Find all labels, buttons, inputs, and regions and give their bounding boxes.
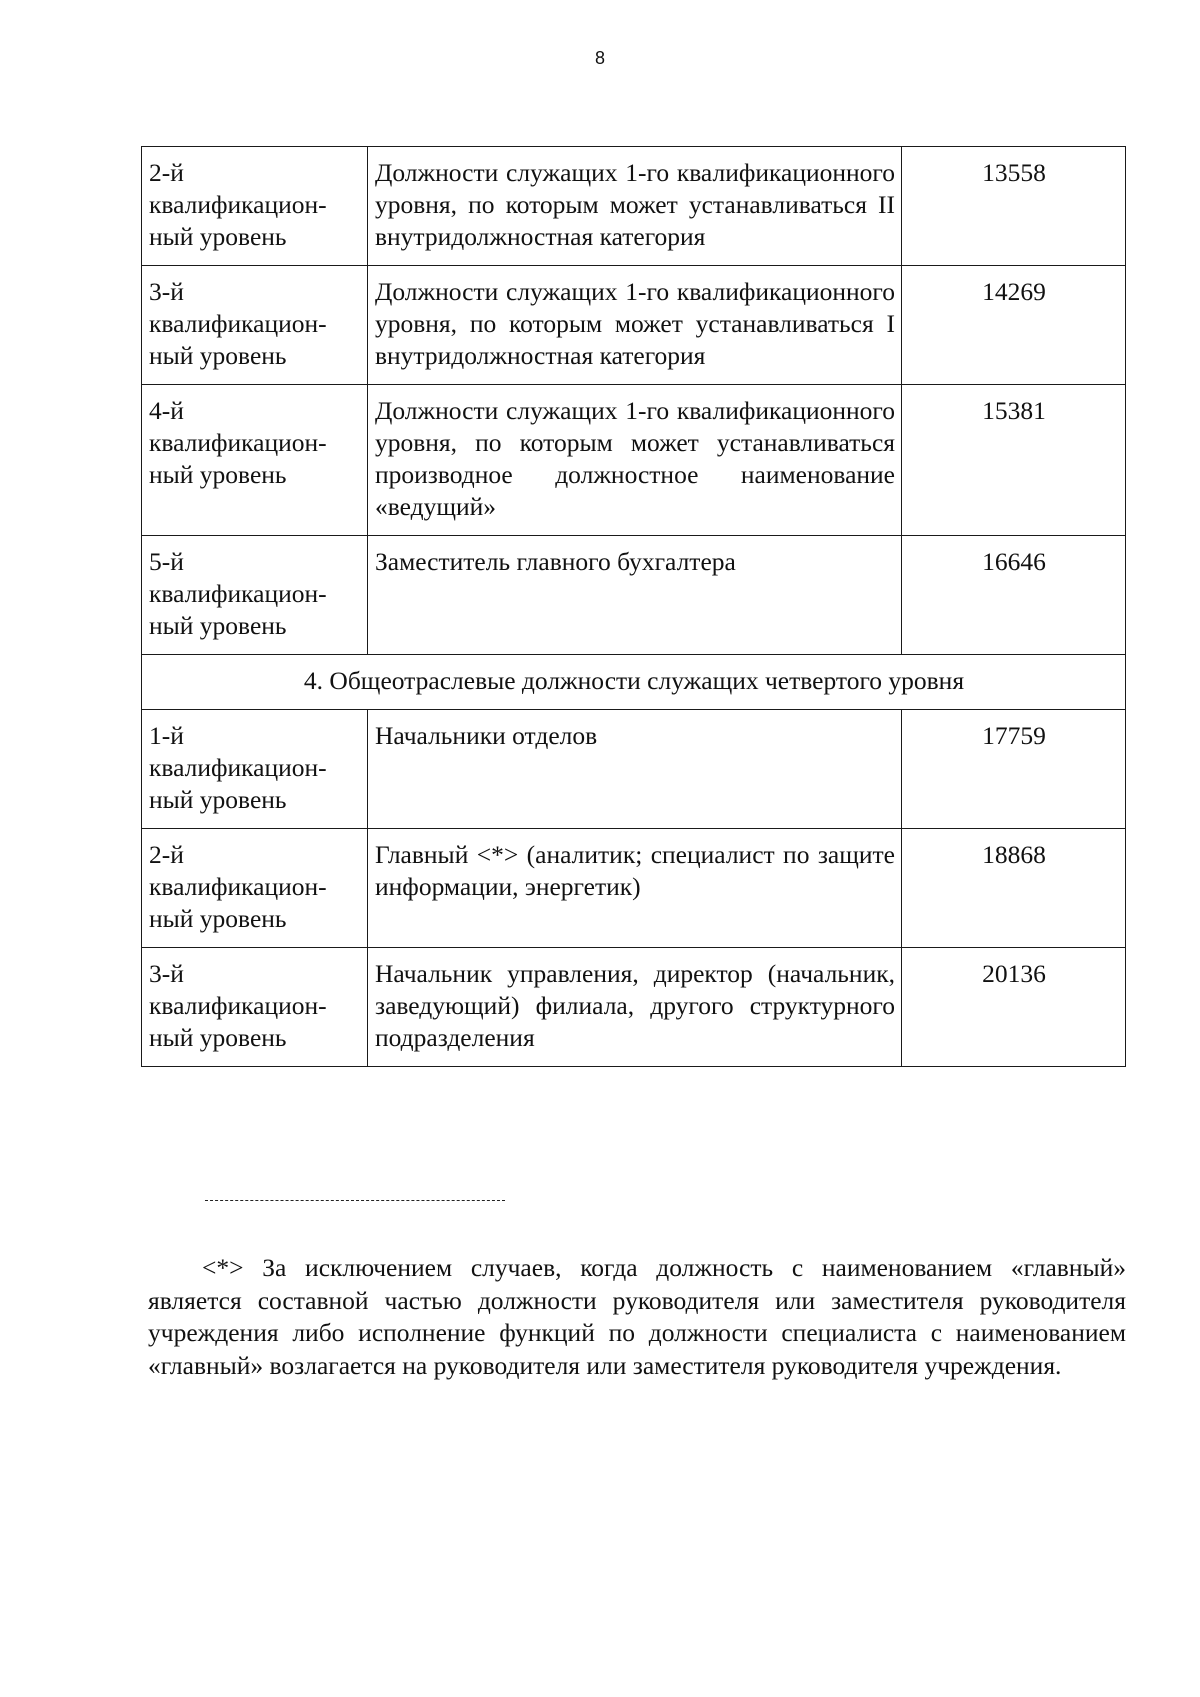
salary-amount-cell: 15381 [902,385,1126,536]
section-heading-row [142,655,1126,710]
table-row [142,266,1126,385]
salary-amount-cell: 14269 [902,266,1126,385]
footnote-text: <*> За исключением случаев, когда должность с наименованием «главный» является составной частью должности руководителя или заместителя руководителя учреждения либо исполнение функций по должности специалиста с наименованием «главный» возлагается на руководителя или заместителя руководителя учреждения. [148,1253,1126,1380]
salary-amount-cell: 17759 [902,710,1126,829]
table-row [142,948,1126,1067]
qualification-level-cell: 5-й квалификацион- ный уровень [142,536,368,655]
qualification-level-cell: 2-й квалификацион- ный уровень [142,829,368,948]
position-description-cell: Заместитель главного бухгалтера [368,536,902,655]
position-description-cell: Должности служащих 1-го квалификационного уровня, по которым может устанавливаться I внутридолжностная категория [368,266,902,385]
qualification-level-cell: 2-й квалификацион- ный уровень [142,147,368,266]
table-row [142,710,1126,829]
qualification-level-cell: 4-й квалификацион- ный уровень [142,385,368,536]
salary-amount-cell: 18868 [902,829,1126,948]
table-row [142,536,1126,655]
position-description-cell: Главный <*> (аналитик; специалист по защите информации, энергетик) [368,829,902,948]
position-description-cell: Должности служащих 1-го квалификационного уровня, по которым может устанавливаться производное должностное наименование «ведущий» [368,385,902,536]
position-description-cell: Начальник управления, директор (начальник, заведующий) филиала, другого структурного подразделения [368,948,902,1067]
salary-amount-cell: 16646 [902,536,1126,655]
salary-table [141,146,1126,1067]
position-description-cell: Должности служащих 1-го квалификационного уровня, по которым может устанавливаться II внутридолжностная категория [368,147,902,266]
table-row [142,385,1126,536]
qualification-level-cell: 3-й квалификацион- ный уровень [142,948,368,1067]
page-number: 8 [594,48,605,68]
qualification-level-cell: 1-й квалификацион- ный уровень [142,710,368,829]
table-row [142,147,1126,266]
table-row [142,829,1126,948]
salary-amount-cell: 20136 [902,948,1126,1067]
footnote-separator [205,1200,505,1201]
salary-amount-cell: 13558 [902,147,1126,266]
section-heading: 4. Общеотраслевые должности служащих четвертого уровня [142,655,1126,710]
position-description-cell: Начальники отделов [368,710,902,829]
qualification-level-cell: 3-й квалификацион- ный уровень [142,266,368,385]
